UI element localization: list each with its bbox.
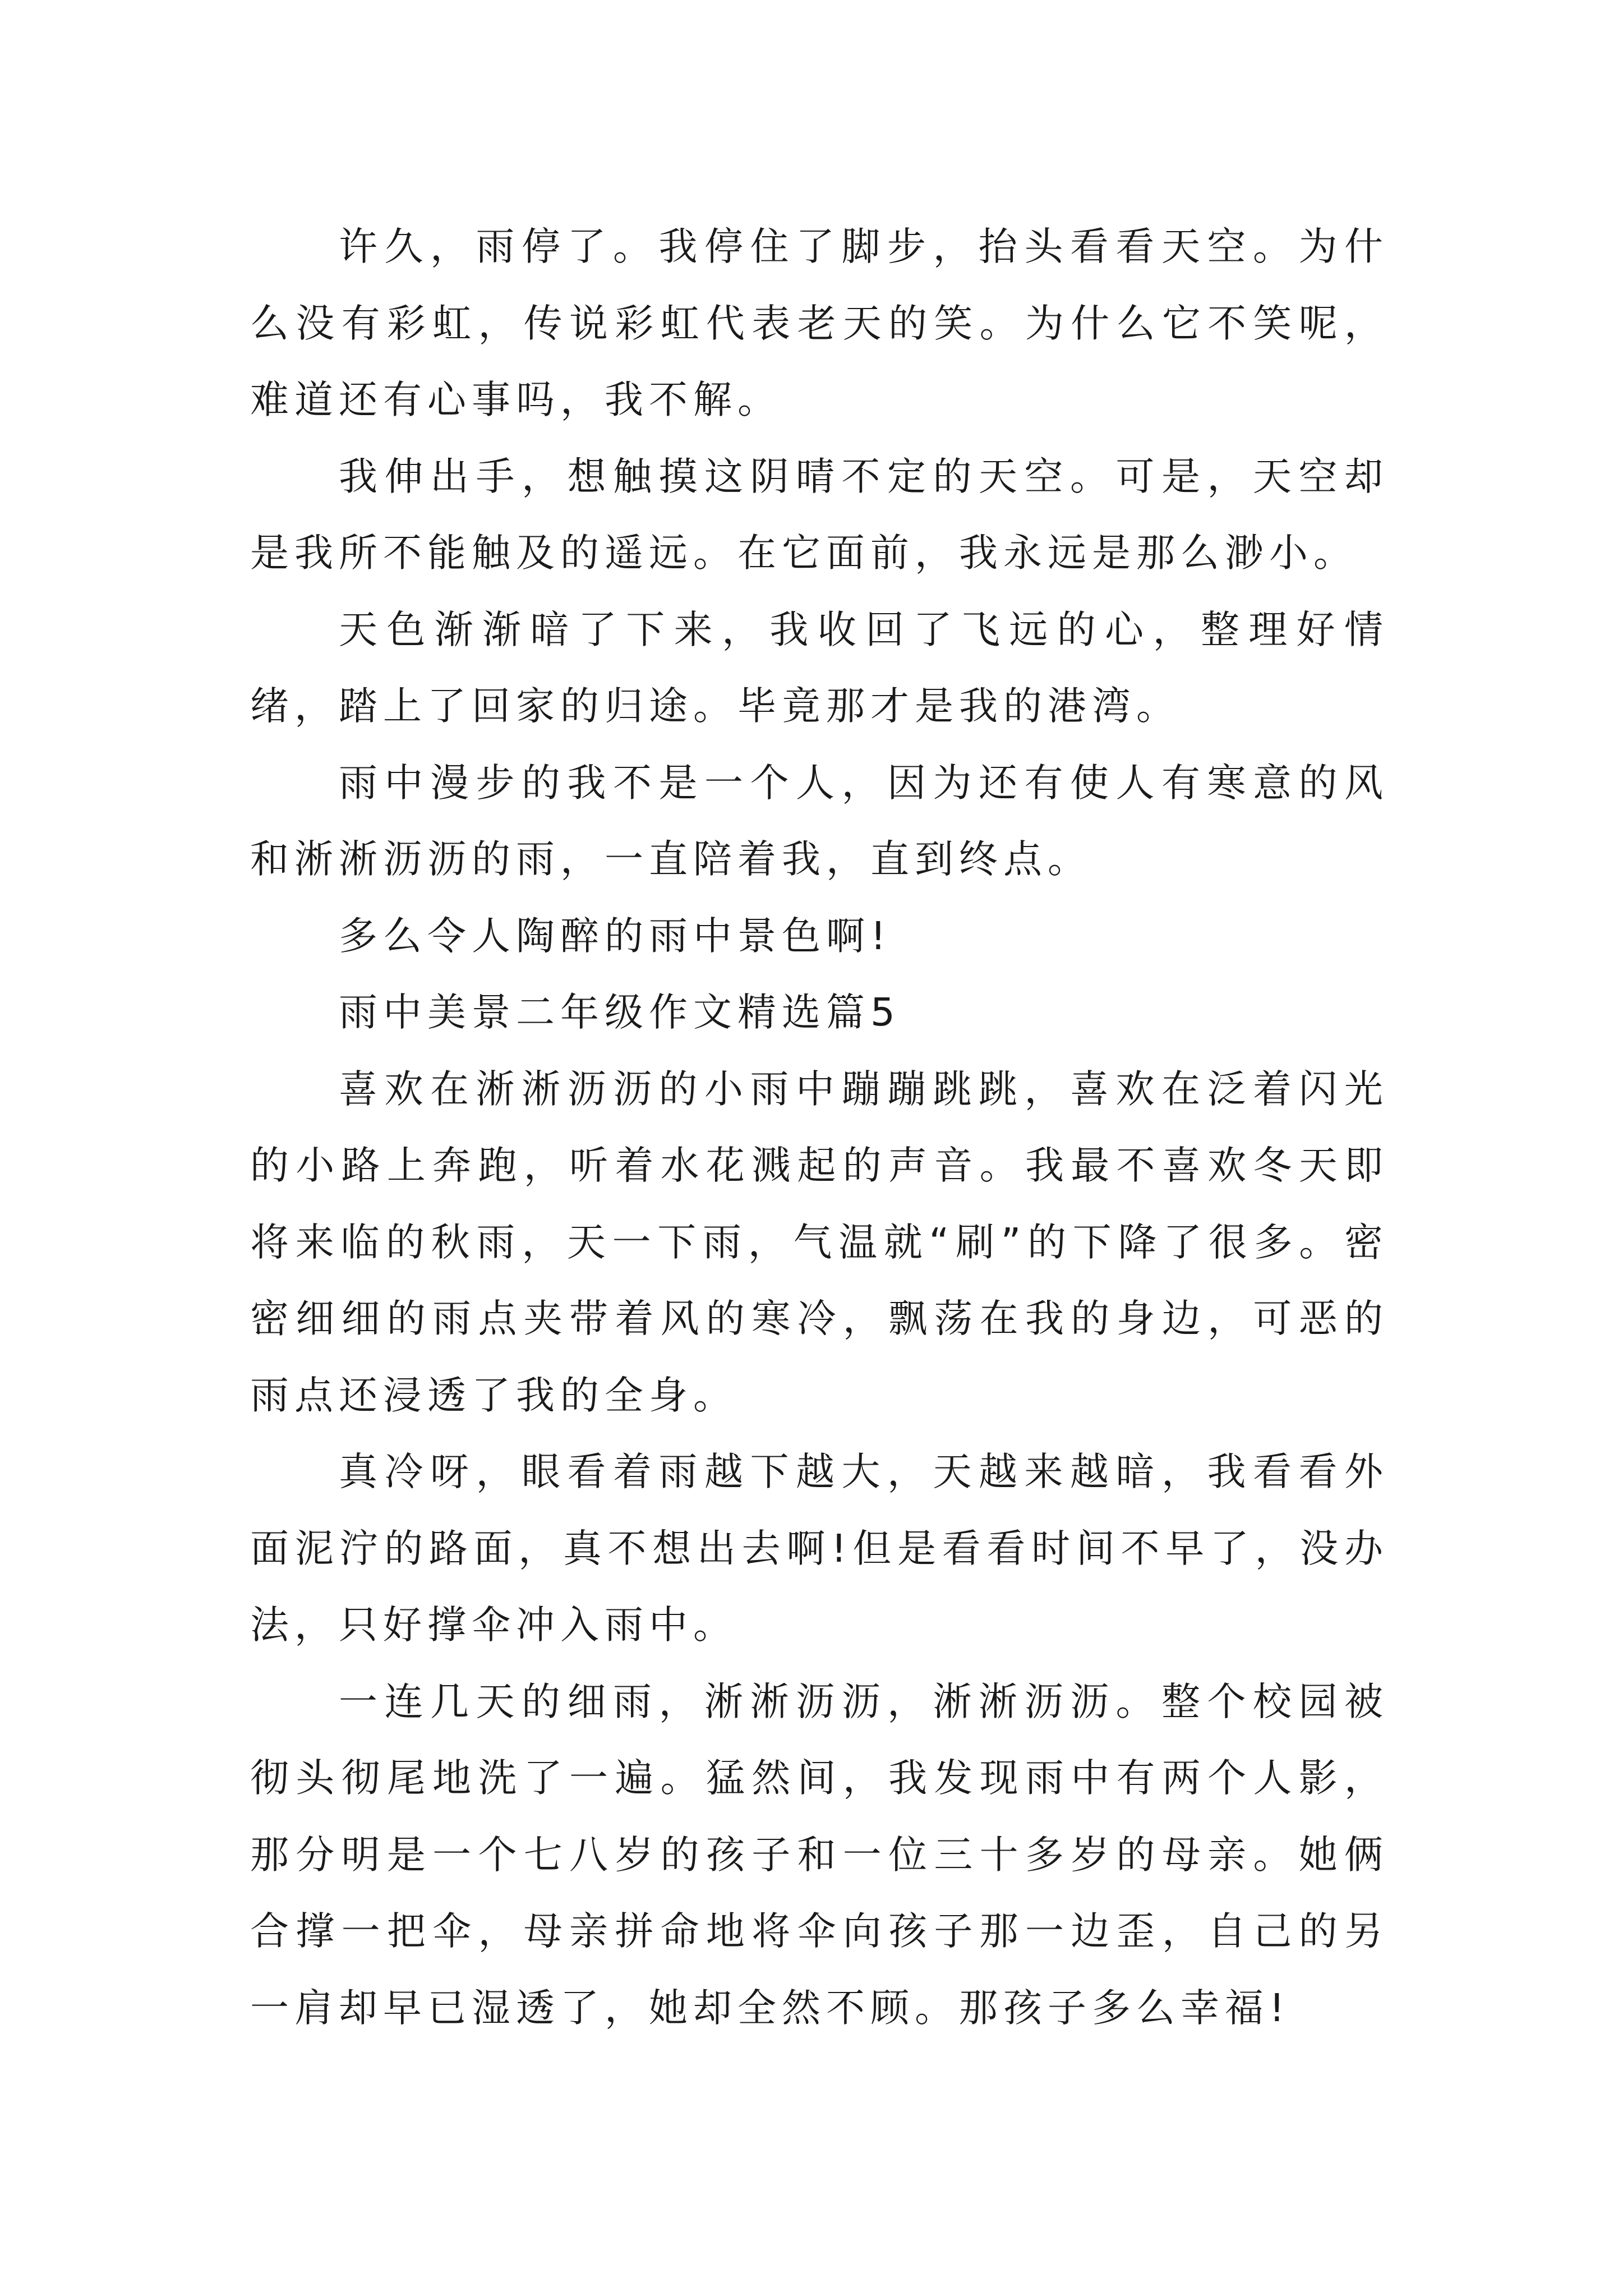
paragraph-cold-day: 真冷呀，眼看着雨越下越大，天越来越暗，我看看外面泥泞的路面，真不想出去啊!但是看看时间不早了，没办法，只好撑伞冲入雨中。 [250, 1450, 1389, 1648]
paragraph-reach-sky: 我伸出手，想触摸这阴晴不定的天空。可是，天空却是我所不能触及的遥远。在它面前，我永远是那么渺小。 [250, 454, 1389, 576]
section-heading: 雨中美景二年级作文精选篇5 [339, 990, 901, 1035]
paragraph-autumn-rain: 喜欢在淅淅沥沥的小雨中蹦蹦跳跳，喜欢在泛着闪光的小路上奔跑，听着水花溅起的声音。我最不喜欢冬天即将来临的秋雨，天一下雨，气温就“刷”的下降了很多。密密细细的雨点夹带着风的寒冷，飘荡在我的身边，可恶的雨点还浸透了我的全身。 [250, 1066, 1389, 1418]
paragraph-walking-in-rain: 雨中漫步的我不是一个人，因为还有使人有寒意的风和淅淅沥沥的雨，一直陪着我，直到终点。 [250, 760, 1389, 882]
paragraph-rain-stopped: 许久，雨停了。我停住了脚步，抬头看看天空。为什么没有彩虹，传说彩虹代表老天的笑。为什么它不笑呢，难道还有心事吗，我不解。 [250, 224, 1389, 422]
paragraph-going-home: 天色渐渐暗了下来，我收回了飞远的心，整理好情绪，踏上了回家的归途。毕竟那才是我的港湾。 [250, 607, 1389, 729]
essay-text [250, 209, 1389, 2046]
paragraph-mother-and-child: 一连几天的细雨，淅淅沥沥，淅淅沥沥。整个校园被彻头彻尾地洗了一遍。猛然间，我发现雨中有两个人影，那分明是一个七八岁的孩子和一位三十多岁的母亲。她俩合撑一把伞，母亲拼命地将伞向孩子那一边歪，自己的另一肩却早已湿透了，她却全然不顾。那孩子多么幸福! [250, 1679, 1389, 2031]
paragraph-exclamation: 多么令人陶醉的雨中景色啊! [339, 913, 892, 959]
